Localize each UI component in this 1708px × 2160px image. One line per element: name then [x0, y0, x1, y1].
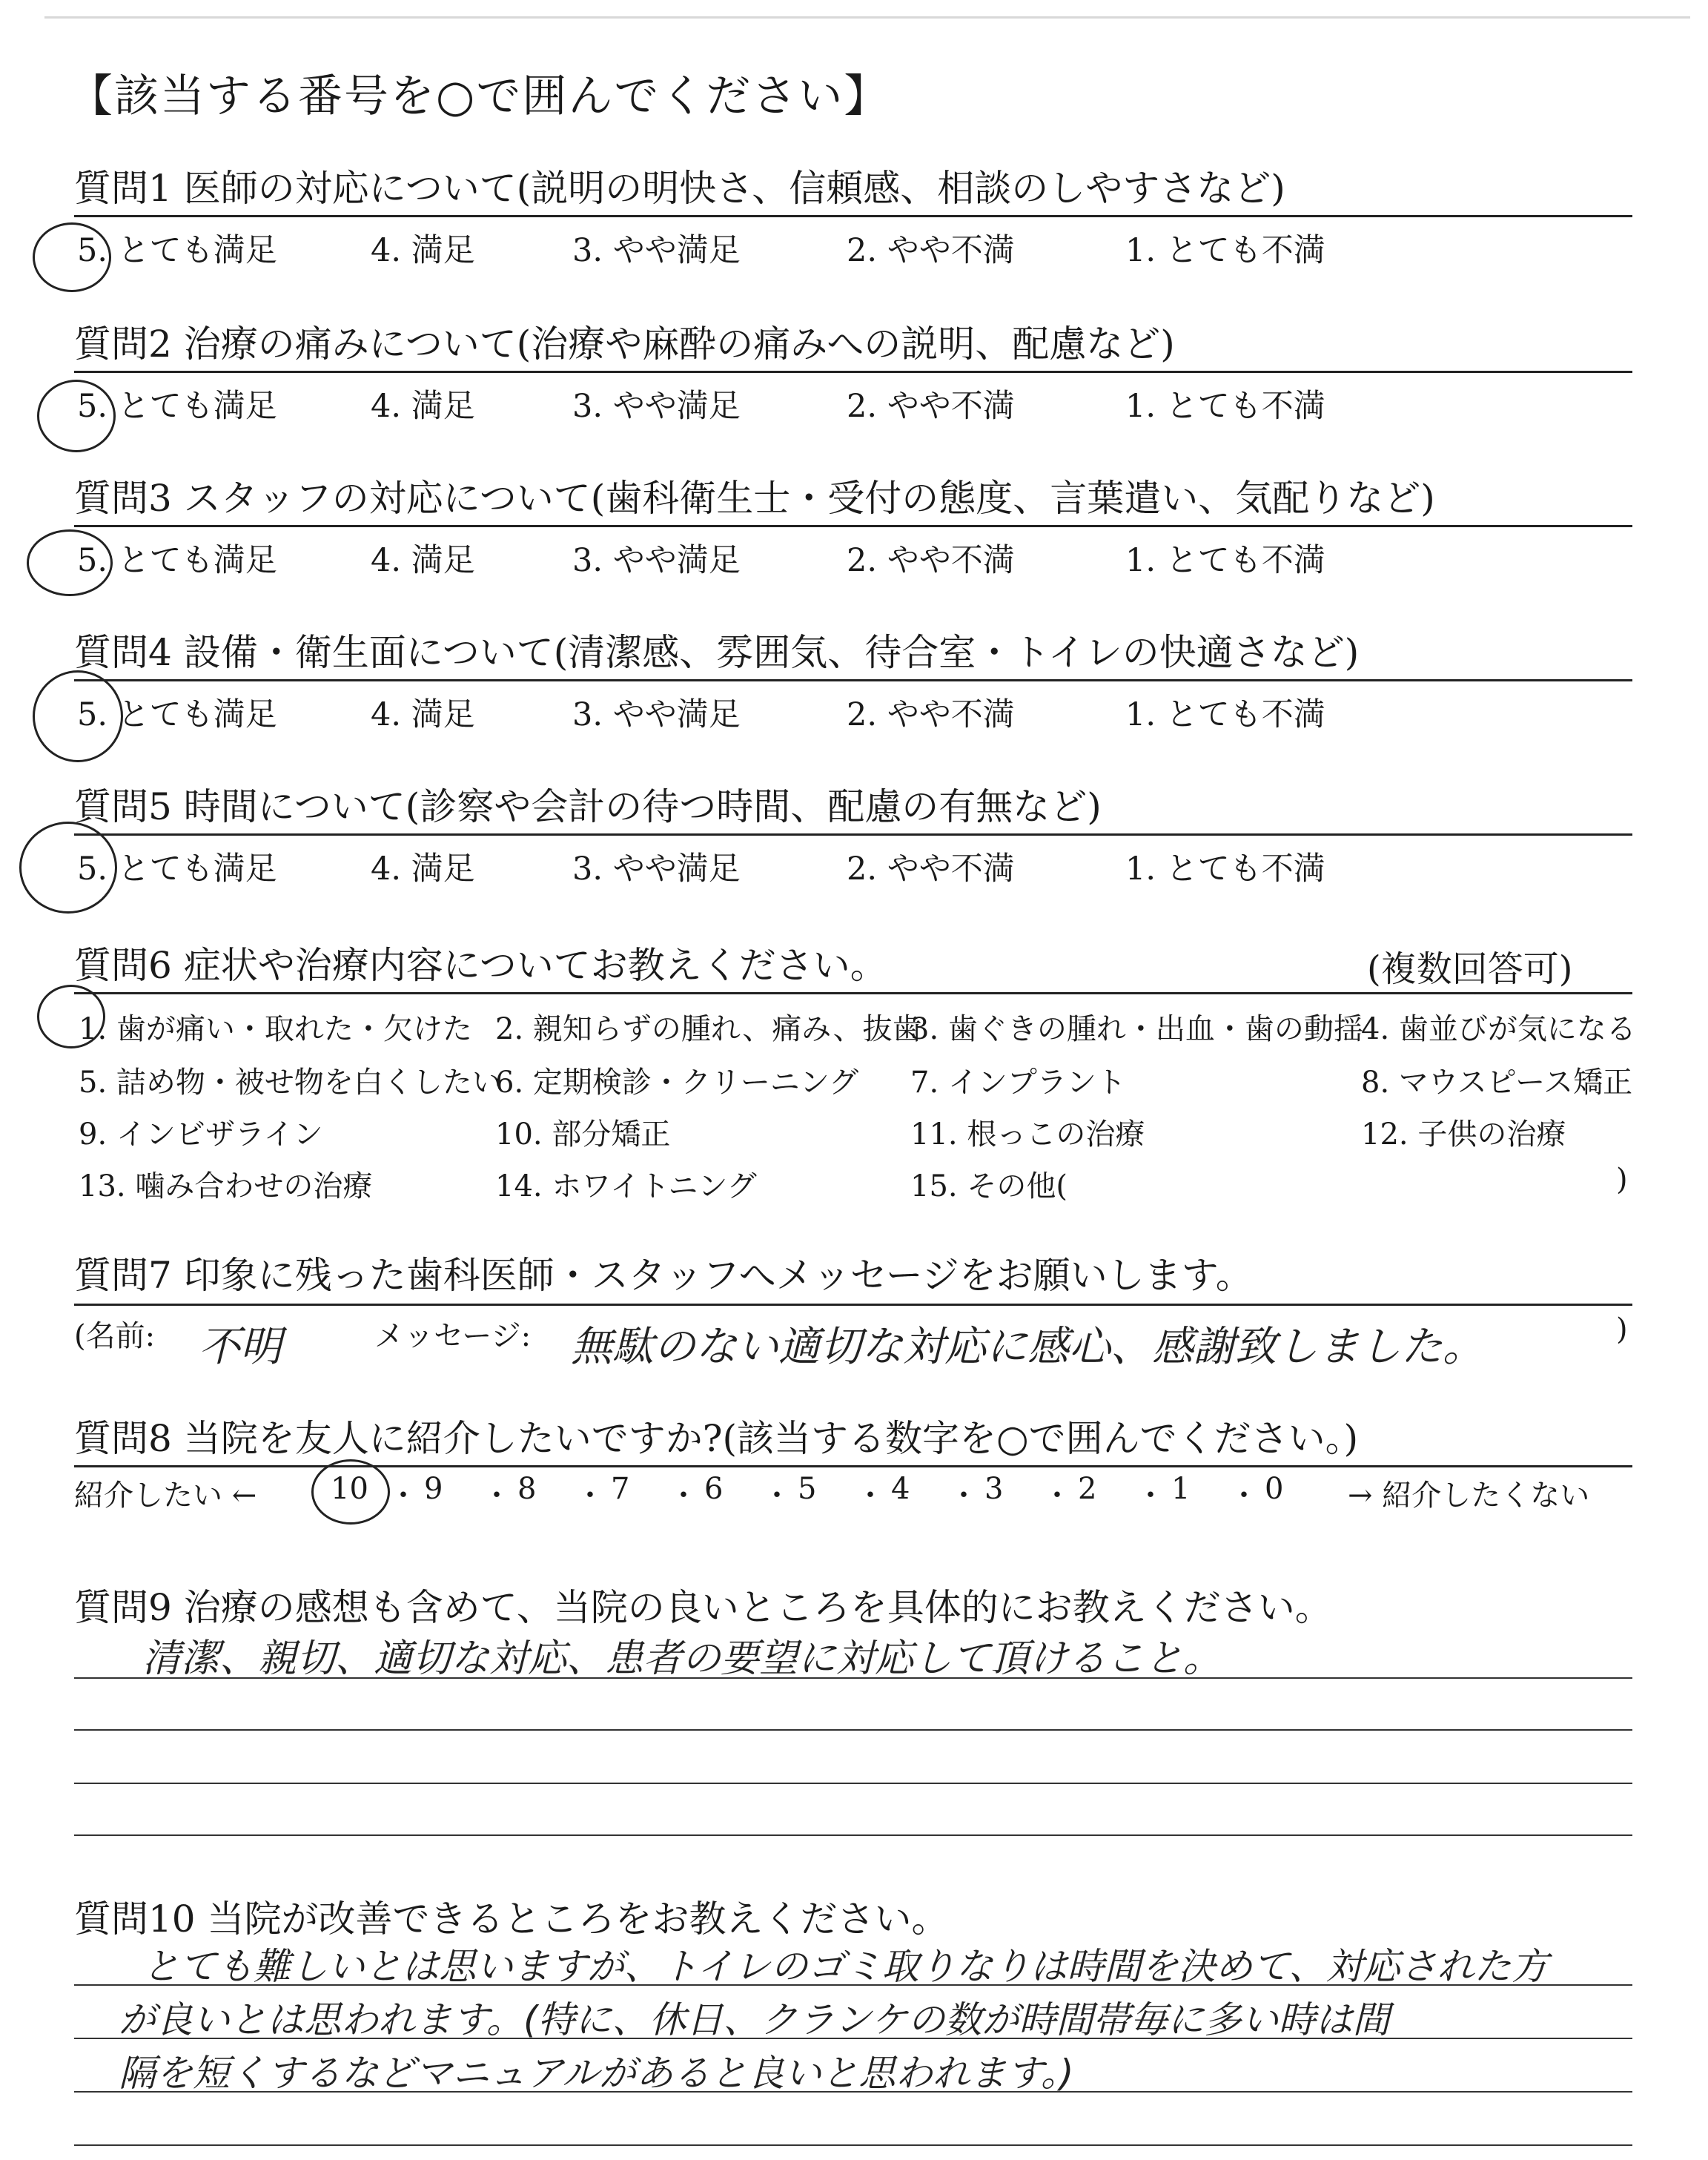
q3-option-3[interactable]: 3. やや満足: [572, 542, 741, 579]
q6-option-15[interactable]: 15. その他(: [910, 1169, 1068, 1203]
q8-scale-separator: ・: [482, 1479, 512, 1513]
q8-scale-1[interactable]: 1: [1171, 1472, 1191, 1506]
q8-scale-separator: ・: [1136, 1479, 1165, 1513]
q6-option-13[interactable]: 13. 噛み合わせの治療: [79, 1169, 373, 1203]
q6-selected-circle: [37, 985, 105, 1048]
q5-option-5[interactable]: 5. とても満足: [77, 851, 277, 888]
q5-option-2[interactable]: 2. やや不満: [847, 851, 1015, 888]
q4-rule: [74, 679, 1632, 681]
q6-option-9[interactable]: 9. インビザライン: [79, 1117, 323, 1152]
q2-selected-circle: [37, 380, 116, 452]
q1-option-5[interactable]: 5. とても満足: [77, 232, 277, 269]
q4-title: 質問4 設備・衛生面について(清潔感、雰囲気、待合室・トイレの快適さなど): [74, 631, 1360, 674]
q6-title: 質問6 症状や治療内容についてお教えください。: [74, 944, 887, 987]
q9-answer-line[interactable]: 清潔、親切、適切な対応、患者の要望に対応して頂けること。: [142, 1636, 1222, 1681]
q6-option-3[interactable]: 3. 歯ぐきの腫れ・出血・歯の動揺: [910, 1012, 1363, 1046]
q9-title: 質問9 治療の感想も含めて、当院の良いところを具体的にお教えください。: [74, 1586, 1332, 1629]
q3-option-5[interactable]: 5. とても満足: [77, 542, 277, 579]
q4-option-2[interactable]: 2. やや不満: [847, 696, 1015, 733]
q10-writing-line: [74, 2144, 1632, 2146]
q7-name-label: (名前:: [74, 1319, 156, 1353]
q3-option-1[interactable]: 1. とても不満: [1125, 542, 1325, 579]
q1-title: 質問1 医師の対応について(説明の明快さ、信頼感、相談のしやすさなど): [74, 167, 1285, 210]
q5-rule: [74, 833, 1632, 836]
q1-option-3[interactable]: 3. やや満足: [572, 232, 741, 269]
q5-title: 質問5 時間について(診察や会計の待つ時間、配慮の有無など): [74, 785, 1102, 828]
q3-title: 質問3 スタッフの対応について(歯科衛生士・受付の態度、言葉遣い、気配りなど): [74, 477, 1435, 520]
q7-title: 質問7 印象に残った歯科医師・スタッフへメッセージをお願いします。: [74, 1254, 1253, 1297]
q3-option-4[interactable]: 4. 満足: [371, 542, 475, 579]
q8-scale-2[interactable]: 2: [1078, 1472, 1097, 1506]
q6-option-10[interactable]: 10. 部分矯正: [495, 1117, 671, 1152]
top-edge-line: [44, 16, 1690, 19]
instruction-heading: 【該当する番号を○で囲んでください】: [68, 70, 890, 122]
q8-scale-separator: ・: [388, 1479, 418, 1513]
q1-selected-circle: [33, 222, 111, 292]
q8-scale-6[interactable]: 6: [704, 1472, 724, 1506]
q2-option-1[interactable]: 1. とても不満: [1125, 388, 1325, 425]
q8-selected-circle: [311, 1459, 390, 1525]
q8-scale-8[interactable]: 8: [517, 1472, 537, 1506]
q9-writing-line: [74, 1729, 1632, 1731]
q6-option-12[interactable]: 12. 子供の治療: [1361, 1117, 1566, 1152]
q8-scale-0[interactable]: 0: [1265, 1472, 1284, 1506]
q8-right-label: → 紹介したくない: [1348, 1479, 1590, 1513]
q8-scale-separator: ・: [1229, 1479, 1259, 1513]
q8-scale-separator: ・: [855, 1479, 885, 1513]
q8-scale-separator: ・: [762, 1479, 792, 1513]
q6-option-2[interactable]: 2. 親知らずの腫れ、痛み、抜歯: [495, 1012, 922, 1046]
q2-option-5[interactable]: 5. とても満足: [77, 388, 277, 425]
q2-option-2[interactable]: 2. やや不満: [847, 388, 1015, 425]
q8-rule: [74, 1465, 1632, 1467]
q6-option-8[interactable]: 8. マウスピース矯正: [1361, 1066, 1633, 1100]
q5-option-3[interactable]: 3. やや満足: [572, 851, 741, 888]
q6-other-close-paren: ): [1616, 1163, 1628, 1197]
q2-title: 質問2 治療の痛みについて(治療や麻酔の痛みへの説明、配慮など): [74, 323, 1175, 366]
q10-answer-line[interactable]: 隔を短くするなどマニュアルがあると良いと思われます。): [119, 2052, 1074, 2095]
q7-rule: [74, 1304, 1632, 1306]
q8-left-label: 紹介したい ←: [74, 1479, 257, 1513]
q3-selected-circle: [27, 529, 113, 596]
q4-option-5[interactable]: 5. とても満足: [77, 696, 277, 733]
q8-scale-5[interactable]: 5: [798, 1472, 817, 1506]
q9-writing-line: [74, 1783, 1632, 1784]
q10-title: 質問10 当院が改善できるところをお教えください。: [74, 1898, 949, 1941]
q8-scale-7[interactable]: 7: [611, 1472, 630, 1506]
q1-option-4[interactable]: 4. 満足: [371, 232, 475, 269]
q9-writing-line: [74, 1834, 1632, 1836]
q6-option-7[interactable]: 7. インプラント: [910, 1066, 1126, 1100]
q1-rule: [74, 215, 1632, 217]
q4-option-1[interactable]: 1. とても不満: [1125, 696, 1325, 733]
q10-answer-line[interactable]: とても難しいとは思いますが、トイレのゴミ取りなりは時間を決めて、対応された方: [142, 1945, 1549, 1988]
q4-option-4[interactable]: 4. 満足: [371, 696, 475, 733]
q1-option-2[interactable]: 2. やや不満: [847, 232, 1015, 269]
q6-option-6[interactable]: 6. 定期検診・クリーニング: [495, 1066, 859, 1100]
q7-message-label: メッセージ:: [374, 1319, 532, 1353]
q5-option-4[interactable]: 4. 満足: [371, 851, 475, 888]
q3-option-2[interactable]: 2. やや不満: [847, 542, 1015, 579]
q6-multiple-answer-note: (複数回答可): [1367, 948, 1573, 990]
q6-option-5[interactable]: 5. 詰め物・被せ物を白くしたい: [79, 1066, 502, 1100]
q7-message-value[interactable]: 無駄のない適切な対応に感心、感謝致しました。: [571, 1323, 1484, 1371]
q2-option-3[interactable]: 3. やや満足: [572, 388, 741, 425]
q6-option-11[interactable]: 11. 根っこの治療: [910, 1117, 1145, 1152]
q1-option-1[interactable]: 1. とても不満: [1125, 232, 1325, 269]
q10-answer-line[interactable]: が良いとは思われます。(特に、休日、クランケの数が時間帯毎に多い時は間: [119, 1998, 1390, 2041]
q2-option-4[interactable]: 4. 満足: [371, 388, 475, 425]
q5-selected-circle: [19, 822, 117, 914]
q6-rule: [74, 992, 1632, 994]
q3-rule: [74, 525, 1632, 527]
q4-option-3[interactable]: 3. やや満足: [572, 696, 741, 733]
q8-scale-separator: ・: [949, 1479, 979, 1513]
q5-option-1[interactable]: 1. とても不満: [1125, 851, 1325, 888]
q7-close-paren: ): [1616, 1312, 1628, 1347]
q8-scale-10[interactable]: 10: [331, 1472, 368, 1506]
q2-rule: [74, 371, 1632, 373]
q8-scale-4[interactable]: 4: [891, 1472, 910, 1506]
q6-option-14[interactable]: 14. ホワイトニング: [495, 1169, 757, 1203]
q8-title: 質問8 当院を友人に紹介したいですか?(該当する数字を○で囲んでください。): [74, 1417, 1359, 1460]
q8-scale-separator: ・: [1042, 1479, 1072, 1513]
q6-option-4[interactable]: 4. 歯並びが気になる: [1361, 1012, 1636, 1046]
q6-option-1[interactable]: 1. 歯が痛い・取れた・欠けた: [79, 1012, 472, 1046]
q8-scale-separator: ・: [575, 1479, 605, 1513]
q4-selected-circle: [33, 670, 123, 762]
q8-scale-3[interactable]: 3: [984, 1472, 1004, 1506]
q7-name-value[interactable]: 不明: [199, 1323, 282, 1371]
q8-scale-9[interactable]: 9: [424, 1472, 443, 1506]
q8-scale-separator: ・: [669, 1479, 698, 1513]
